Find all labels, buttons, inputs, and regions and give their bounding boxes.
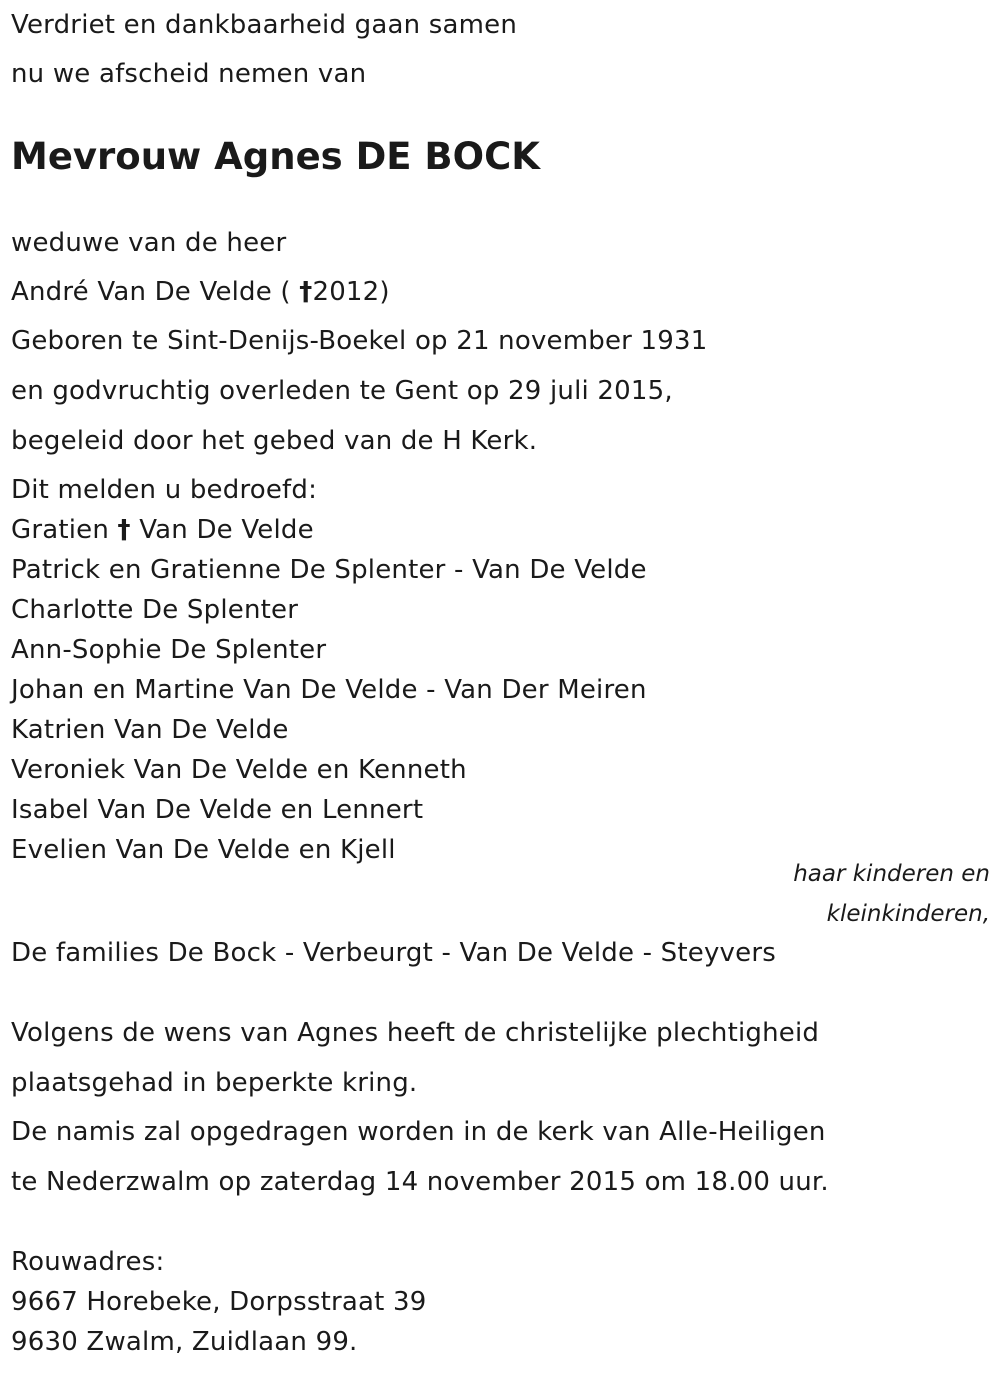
family-first-surname: Van De Velde	[139, 515, 314, 545]
signature-line-1: haar kinderen en	[793, 861, 990, 887]
deceased-name: Mevrouw Agnes DE BOCK	[11, 135, 540, 178]
address-line-2: 9630 Zwalm, Zuidlaan 99.	[11, 1327, 358, 1357]
spouse-name: André Van De Velde (	[11, 277, 291, 307]
family-member: Veroniek Van De Velde en Kenneth	[11, 755, 467, 785]
family-member: Charlotte De Splenter	[11, 595, 299, 625]
cross-icon: †	[117, 515, 131, 545]
ceremony-line-4: te Nederzwalm op zaterdag 14 november 2015 om 18.00 uur.	[11, 1167, 829, 1197]
address-label: Rouwadres:	[11, 1247, 165, 1277]
death-line: en godvruchtig overleden te Gent op 29 juli 2015,	[11, 376, 673, 406]
family-member: Ann-Sophie De Splenter	[11, 635, 327, 665]
ceremony-line-3: De namis zal opgedragen worden in de kerk van Alle-Heiligen	[11, 1117, 826, 1147]
family-member: Katrien Van De Velde	[11, 715, 289, 745]
spouse-year: 2012)	[312, 277, 390, 307]
birth-line: Geboren te Sint-Denijs-Boekel op 21 november 1931	[11, 326, 708, 356]
families-line: De families De Bock - Verbeurgt - Van De Velde - Steyvers	[11, 938, 776, 968]
spouse-line-1: weduwe van de heer	[11, 228, 287, 258]
family-member-gratien	[11, 515, 314, 545]
intro-line-1: Verdriet en dankbaarheid gaan samen	[11, 10, 518, 40]
family-first-name: Gratien	[11, 515, 110, 545]
signature-line-2: kleinkinderen,	[826, 901, 990, 927]
spouse-line-2	[11, 277, 390, 307]
announce-label: Dit melden u bedroefd:	[11, 475, 318, 505]
church-line: begeleid door het gebed van de H Kerk.	[11, 426, 538, 456]
cross-icon: †	[299, 277, 313, 307]
family-member: Isabel Van De Velde en Lennert	[11, 795, 424, 825]
ceremony-line-1: Volgens de wens van Agnes heeft de christelijke plechtigheid	[11, 1018, 820, 1048]
family-member: Patrick en Gratienne De Splenter - Van De Velde	[11, 555, 647, 585]
family-member: Johan en Martine Van De Velde - Van Der Meiren	[11, 675, 647, 705]
intro-line-2: nu we afscheid nemen van	[11, 59, 367, 89]
address-line-1: 9667 Horebeke, Dorpsstraat 39	[11, 1287, 427, 1317]
family-member: Evelien Van De Velde en Kjell	[11, 835, 396, 865]
ceremony-line-2: plaatsgehad in beperkte kring.	[11, 1068, 418, 1098]
